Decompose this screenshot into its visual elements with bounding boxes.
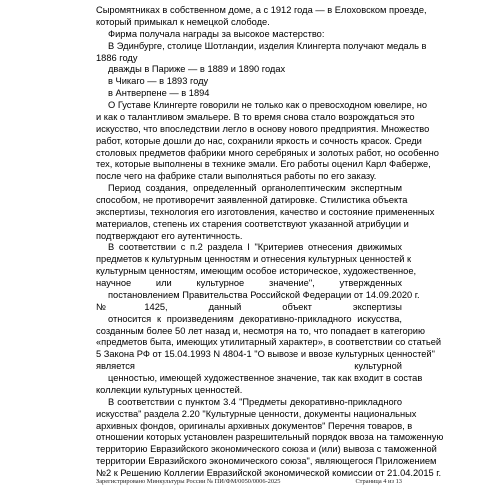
text-line: территории Евразийского экономического союза", являющегося Приложением	[96, 456, 437, 467]
text-line: экспертизы, технология его изготовления, качество и состояние примененных	[96, 206, 435, 217]
text-line: Сыромятниках в собственном доме, а с 1912 года — в Елоховском проезде,	[96, 5, 427, 15]
text-line: культурным ценностям, имеющим особое историческое, художественное,	[96, 266, 417, 277]
text-line: В соответствии с пунктом 3.4 "Предметы декоративно-прикладного	[108, 396, 402, 407]
registration-footer: Зарегистрировано Минкультуры России № ПИ/ФМ/0050/0006-2025	[96, 478, 281, 485]
text-line: предметов к культурным ценностям и отнесения культурных ценностей к	[96, 254, 412, 265]
text-line: дважды в Париже — в 1889 и 1890 годах	[108, 64, 286, 75]
text-line: В соответствии с п.2 раздела I "Критериев отнесения движимых	[108, 242, 402, 253]
text-line: «предметов быта, имеющих утилитарный характер», в соответствии со статьей	[96, 337, 442, 348]
text-line: территорию Евразийского экономического союза и (или) вывоза с таможенной	[96, 444, 437, 455]
text-line: коллекции культурных ценностей.	[96, 384, 243, 395]
text-line: №1425, данный объект экспертизы	[96, 301, 402, 312]
text-line: подтверждают его аутентичность.	[96, 230, 243, 241]
text-line: материалов, степень их старения соответствуют указанной атрибуции и	[96, 218, 409, 229]
text-line: и как о талантливом эмальере. В то время снова стало возрождаться это	[96, 111, 415, 122]
text-line: ценностью, имеющей художественное значение, так как входит в состав	[108, 373, 423, 383]
text-line: является культурной	[96, 361, 402, 372]
text-line: архивных фондов, оригиналы архивных документов" Перечня товаров, в	[96, 420, 413, 431]
text-line: отношении которых установлен разрешительный порядок ввоза на таможенную	[96, 432, 444, 443]
text-line: относится к произведениям декоративно-прикладного искусства,	[108, 313, 402, 324]
text-line: 1886 году	[96, 52, 138, 63]
text-line: постановлением Правительства Российской Федерации от 14.09.2020 г.	[108, 289, 420, 300]
text-line: созданным более 50 лет назад и, несмотря на то, что попадает в категорию	[96, 325, 425, 336]
text-line: Период создания, определенный органолептическим экспертным	[108, 183, 402, 194]
text-line: тех, которые выполнены в технике эмали. Его работы оценил Карл Фаберже,	[96, 159, 431, 170]
text-line: О Густаве Клингерте говорили не только как о превосходном ювелире, но	[108, 100, 428, 110]
text-line: способом, не противоречит заявленной датировке. Стилистика объекта	[96, 194, 408, 205]
text-line: Фирма получала награды за высокое мастерство:	[108, 28, 325, 39]
text-line: искусства" раздела 2.20 "Культурные ценности, документы национальных	[96, 408, 417, 419]
text-line: работ, которые дошли до нас, сохранили яркость и сочность красок. Среди	[96, 135, 422, 146]
text-line: в Чикаго — в 1893 году	[108, 76, 209, 87]
page-number: Страница 4 из 13	[355, 478, 402, 485]
text-line: научное или культурное значение", утвержденных	[96, 278, 402, 289]
text-line: в Антверпене — в 1894	[108, 88, 210, 99]
text-line: 5 Закона РФ от 15.04.1993 N 4804-1 "О вывозе и ввозе культурных ценностей"	[96, 349, 435, 360]
text-line: искусство, что впоследствии легло в основу нового предприятия. Множество	[96, 123, 430, 134]
text-line: В Эдинбурге, столице Шотландии, изделия Клингерта получают медаль в	[108, 40, 427, 51]
text-line: столовых предметов фабрики много серебряных и золотых работ, но особенно	[96, 147, 439, 158]
text-line: после чего на фабрике стали выполняться работы по его заказу.	[96, 171, 377, 182]
text-line: который примыкал к немецкой слободе.	[96, 16, 270, 27]
text-line: №2 к Решению Коллегии Евразийской экономической комиссии от 21.04.2015 г.	[96, 468, 442, 478]
